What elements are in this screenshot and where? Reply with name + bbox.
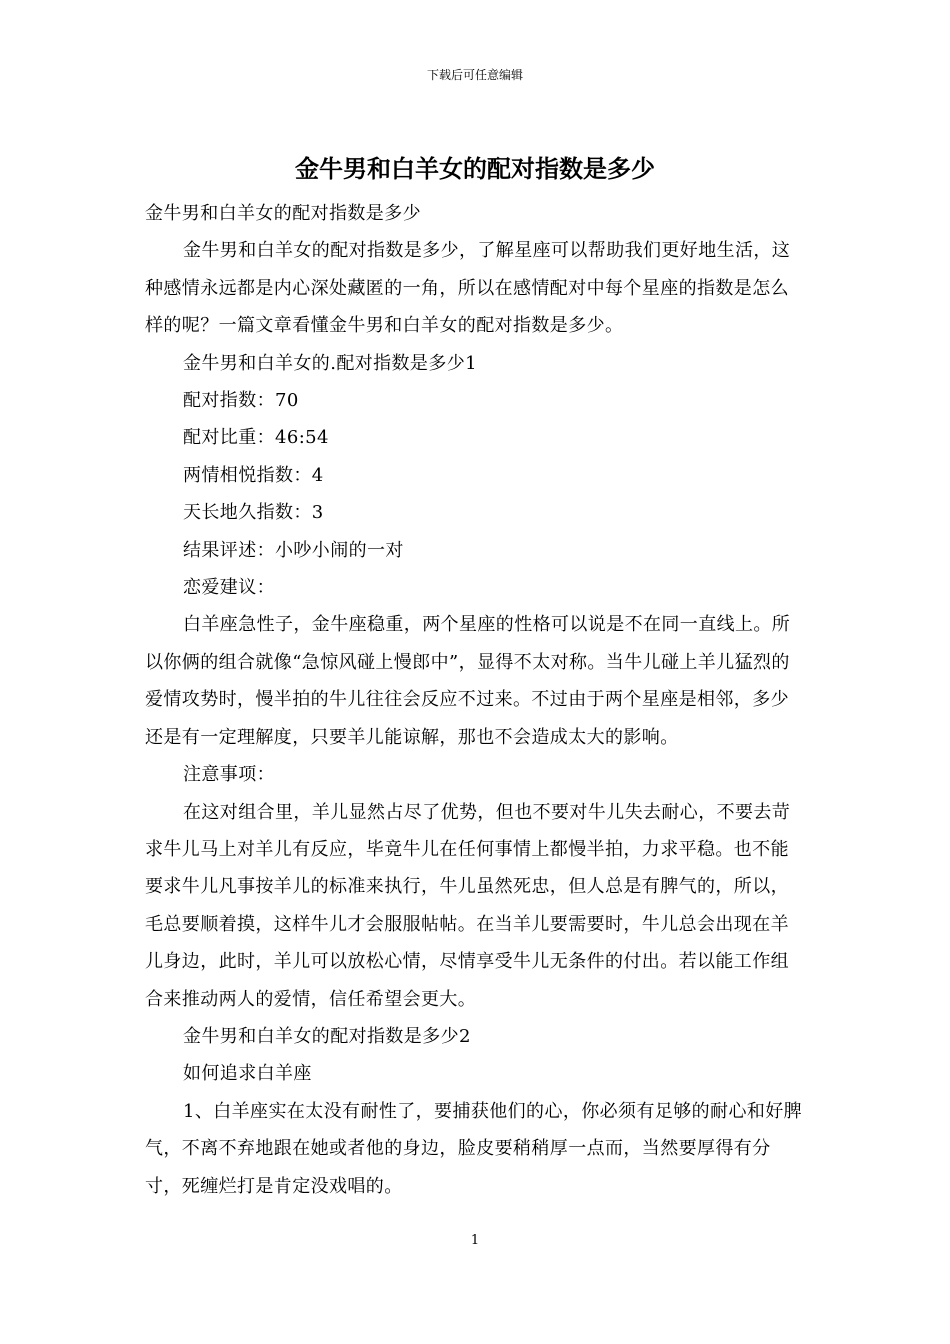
paragraph-subtitle: 金牛男和白羊女的配对指数是多少 [145, 203, 421, 224]
match-index: 配对指数：70 [183, 390, 299, 412]
page-number: 1 [470, 1233, 480, 1248]
document-title: 金牛男和白羊女的配对指数是多少 [295, 154, 655, 183]
section-heading-2: 金牛男和白羊女的配对指数是多少2 [183, 1025, 471, 1047]
match-ratio: 配对比重：46:54 [183, 427, 329, 449]
love-advice-label: 恋爱建议： [183, 577, 275, 599]
paragraph-intro: 金牛男和白羊女的配对指数是多少，了解星座可以帮助我们更好地生活，这种感情永远都是内心深处藏匿的一角，所以在感情配对中每个星座的指数是怎么样的呢？一篇文章看懂金牛男和白羊女的配对指数是多少。 [145, 240, 791, 337]
pursuit-tip-1: 1、白羊座实在太没有耐性了，要捕获他们的心，你必须有足够的耐心和好脾气，不离不弃地跟在她或者他的身边，脸皮要稍稍厚一点而，当然要厚得有分寸，死缠烂打是肯定没戏唱的。 [145, 1100, 803, 1197]
mutual-love-index: 两情相悦指数：4 [183, 464, 324, 486]
longevity-index: 天长地久指数：3 [183, 502, 324, 524]
notes-paragraph: 在这对组合里，羊儿显然占尽了优势，但也不要对牛儿失去耐心，不要去苛求牛儿马上对羊儿有反应，毕竟牛儿在任何事情上都慢半拍，力求平稳。也不能要求牛儿凡事按羊儿的标准来执行，牛儿虽然死忠，但人总是有脾气的，所以，毛总要顺着摸，这样牛儿才会服服帖帖。在当羊儿要需要时，牛儿总会出现在羊儿身边，此时，羊儿可以放松心情，尽情享受牛儿无条件的付出。若以能工作组合来推动两人的爱情，信任希望会更大。 [145, 801, 791, 1010]
pursuit-heading: 如何追求白羊座 [183, 1063, 312, 1085]
love-advice-paragraph: 白羊座急性子，金牛座稳重，两个星座的性格可以说是不在同一直线上。所以你俩的组合就像“急惊风碰上慢郎中”，显得不太对称。当牛儿碰上羊儿猛烈的爱情攻势时，慢半拍的牛儿往往会反应不过来。不过由于两个星座是相邻，多少还是有一定理解度，只要羊儿能谅解，那也不会造成太大的影响。 [145, 614, 791, 748]
result-comment: 结果评述：小吵小闹的一对 [183, 539, 404, 561]
section-heading-1: 金牛男和白羊女的.配对指数是多少1 [183, 352, 477, 374]
notes-label: 注意事项： [183, 764, 275, 786]
page-header: 下载后可任意编辑 [426, 68, 523, 82]
document-body [145, 195, 807, 1205]
